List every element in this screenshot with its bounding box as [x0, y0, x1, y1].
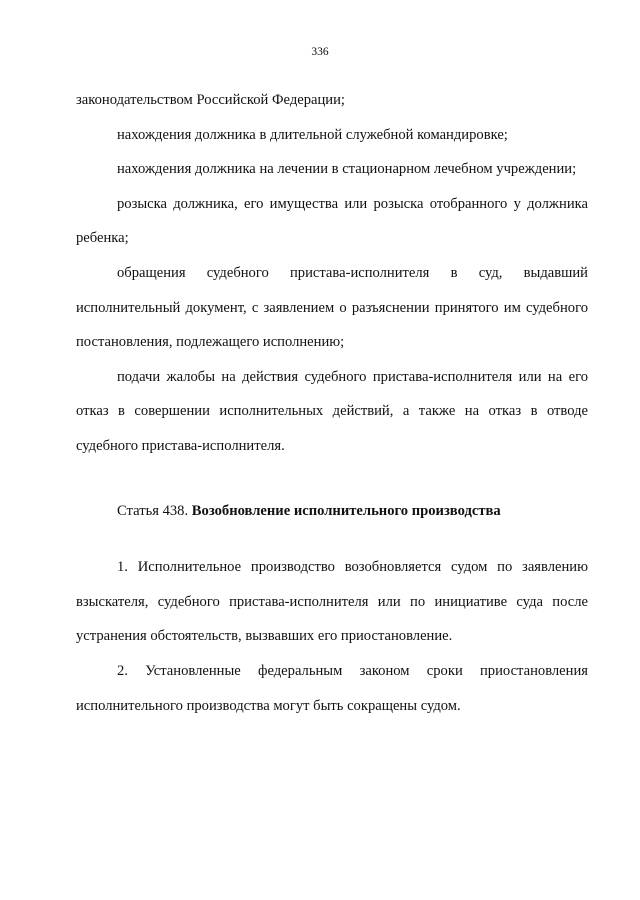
- page-number: 336: [311, 46, 329, 58]
- paragraph-komandirovka: нахождения должника в длительной служебной командировке;: [117, 126, 508, 143]
- article-item-1: 1. Исполнительное производство возобновляется судом по заявлению взыскателя, судебного пристава-исполнителя или по инициативе суда после устранения обстоятельств, вызвавших его приостановление.: [76, 559, 588, 645]
- paragraph-obrashchenie: обращения судебного пристава-исполнителя в суд, выдавший исполнительный документ, с заявлением о разъяснении принятого им судебного постановления, подлежащего исполнению;: [76, 264, 588, 351]
- article-heading: [76, 494, 588, 529]
- spacer: [76, 464, 588, 494]
- spacer: [76, 528, 588, 550]
- article-label: Статья 438.: [117, 502, 189, 519]
- paragraph-continuation: законодательством Российской Федерации;: [76, 92, 345, 108]
- article-title: Возобновление исполнительного производства: [191, 502, 501, 519]
- article-item-2: 2. Установленные федеральным законом сроки приостановления исполнительного производства могут быть сокращены судом.: [76, 662, 588, 714]
- document-body: [76, 83, 588, 723]
- paragraph-zhaloba: подачи жалобы на действия судебного пристава-исполнителя или на его отказ в совершении исполнительных действий, а также на отказ в отводе судебного пристава-исполнителя.: [76, 368, 588, 454]
- paragraph-rozysk: розыска должника, его имущества или розыска отобранного у должника ребенка;: [76, 195, 588, 247]
- paragraph-lechenie: нахождения должника на лечении в стационарном лечебном учреждении;: [117, 161, 577, 178]
